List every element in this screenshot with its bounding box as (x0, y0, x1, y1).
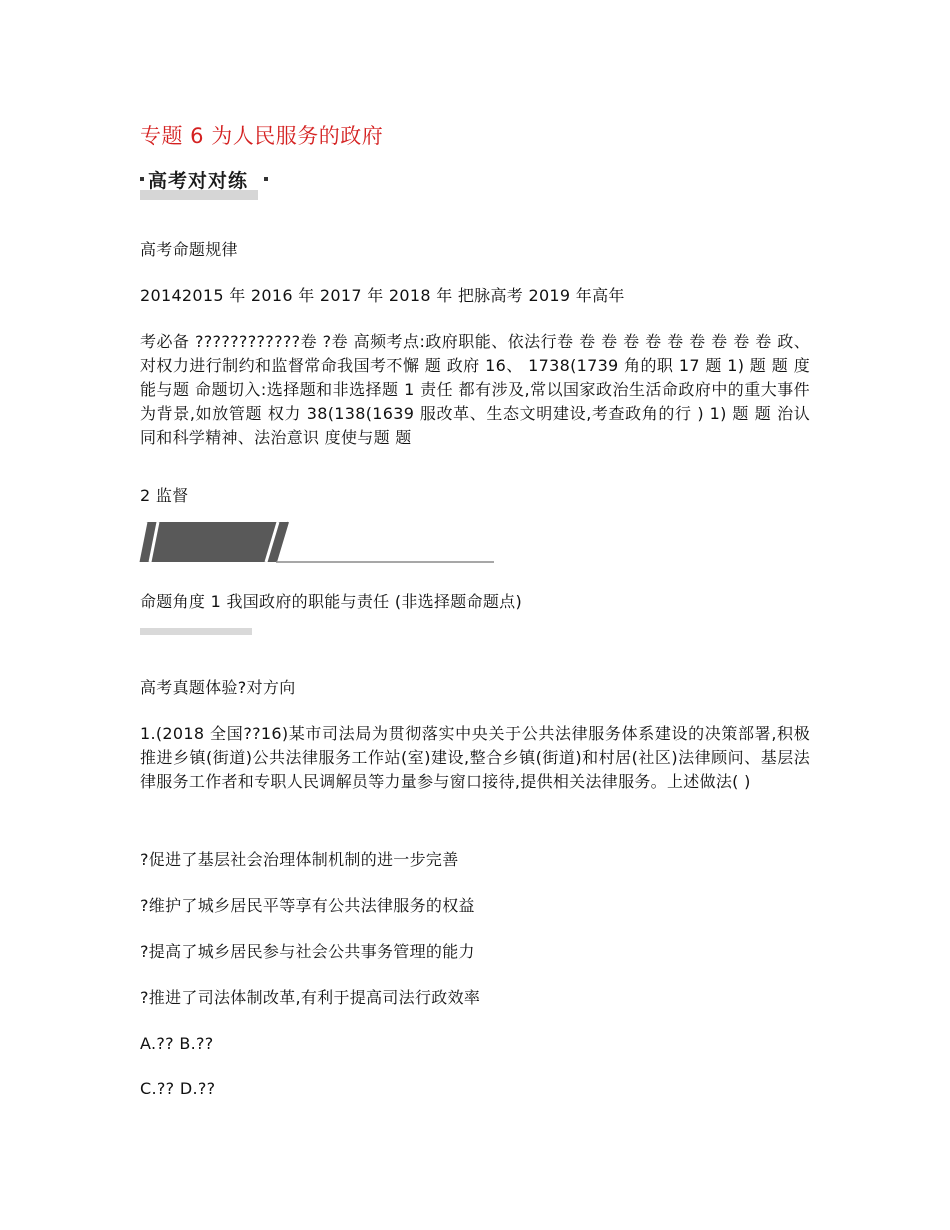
answer-options-cd: C.?? D.?? (140, 1079, 216, 1098)
statement-3: ?提高了城乡居民参与社会公共事务管理的能力 (140, 942, 475, 961)
divider-dark-block (138, 522, 288, 562)
question-stem: 1.(2018 全国??16)某市司法局为贯彻落实中央关于公共法律服务体系建设的决策部署,积极推进乡镇(街道)公共法律服务工作站(室)建设,整合乡镇(街道)和村居(社区)法律顾问、基层法律服务工作者和专职人民调解员等力量参与窗口接待,提供相关法律服务。上述做法( ) (140, 724, 810, 791)
statement-4: ?推进了司法体制改革,有利于提高司法行政效率 (140, 988, 481, 1007)
statement-1: ?促进了基层社会治理体制机制的进一步完善 (140, 850, 459, 869)
banner-text: 高考对对练 (148, 170, 249, 192)
real-exam-heading: 高考真题体验?对方向 (140, 678, 296, 697)
section-heading: 高考命题规律 (140, 240, 238, 259)
banner-dot-right (264, 177, 268, 181)
supervision-line: 2 监督 (140, 486, 189, 505)
answer-options-ab: A.?? B.?? (140, 1034, 214, 1053)
exam-info-paragraph: 考必备 ????????????卷 ?卷 高频考点:政府职能、依法行卷 卷 卷 卷 卷 卷 卷 卷 卷 卷 政、对权力进行制约和监督常命我国考不懈 题 政府 16、 1738(1739 角的职 17 题 1) 题 题 度能与题 命题切入:选择题和非选择题 1 责任 都有涉及,常以国家政治生活命政府中的重大事件为背景,如放管题 权力 38(138(1639 服改革、生态文明建设,考查政角的行 ) 1) 题 题 治认同和科学精神、法治意识 度使与题 题 (140, 332, 810, 447)
years-line: 20142015 年 2016 年 2017 年 2018 年 把脉高考 2019 年高年 (140, 286, 625, 305)
statement-2: ?维护了城乡居民平等享有公共法律服务的权益 (140, 896, 475, 915)
angle-underline-bar (140, 628, 252, 635)
section-banner (140, 164, 268, 200)
page-title: 专题 6 为人民服务的政府 (140, 124, 384, 148)
section-divider-graphic (138, 518, 498, 566)
banner-dot-left (140, 177, 144, 181)
angle-heading: 命题角度 1 我国政府的职能与责任 (非选择题命题点) (140, 592, 523, 611)
